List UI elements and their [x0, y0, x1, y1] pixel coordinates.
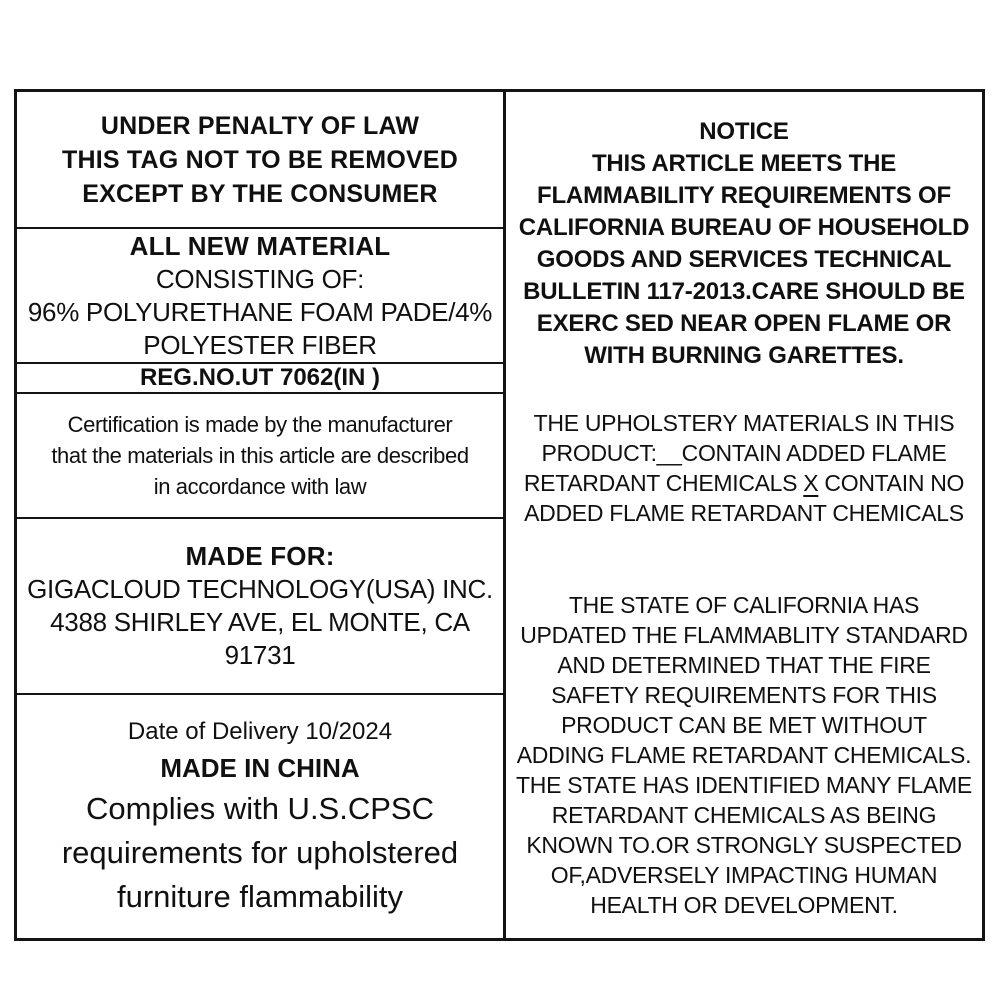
flame-line: PRODUCT:__CONTAIN ADDED FLAME	[541, 440, 947, 466]
made-for-line: 91731	[224, 640, 296, 670]
flame-retardant-statement	[524, 408, 964, 528]
flame-line: THE UPHOLSTERY MATERIALS IN THIS	[533, 410, 955, 436]
notice-line: BULLETIN 117-2013.CARE SHOULD BE	[523, 278, 965, 305]
state-line: THE STATE OF CALIFORNIA HAS	[568, 592, 920, 618]
state-line: PRODUCT CAN BE MET WITHOUT	[561, 712, 927, 738]
cpsc-line: Complies with U.S.CPSC	[86, 791, 434, 826]
material-section	[17, 229, 503, 364]
state-line: OF,ADVERSELY IMPACTING HUMAN	[550, 862, 938, 888]
notice-line: THIS ARTICLE MEETS THE	[591, 150, 897, 177]
state-line: THE STATE HAS IDENTIFIED MANY FLAME	[516, 772, 972, 798]
material-heading: ALL NEW MATERIAL	[129, 230, 391, 261]
california-statement	[516, 590, 972, 920]
cpsc-line: requirements for upholstered	[61, 835, 459, 870]
penalty-section	[17, 92, 503, 229]
state-line: HEALTH OR DEVELOPMENT.	[590, 892, 898, 918]
made-for-section	[17, 519, 503, 695]
left-column	[17, 92, 506, 938]
reg-number: REG.NO.UT 7062(IN )	[139, 364, 381, 391]
notice-line: CALIFORNIA BUREAU OF HOUSEHOLD	[518, 214, 970, 241]
flame-line-post: CONTAIN NO	[818, 470, 965, 496]
certification-line: that the materials in this article are described	[51, 443, 469, 468]
made-in-country: MADE IN CHINA	[160, 753, 360, 783]
made-for-line: 4388 SHIRLEY AVE, EL MONTE, CA	[50, 607, 470, 637]
reg-number-section	[17, 364, 503, 394]
flame-line	[524, 468, 964, 498]
certification-section	[17, 394, 503, 519]
certification-line: in accordance with law	[153, 474, 367, 499]
notice-line: EXERC SED NEAR OPEN FLAME OR	[536, 310, 952, 337]
origin-section	[17, 695, 503, 938]
notice-line: WITH BURNING GARETTES.	[584, 342, 904, 369]
notice-line: FLAMMABILITY REQUIREMENTS OF	[537, 182, 951, 209]
material-line: POLYESTER FIBER	[143, 329, 377, 360]
state-line: SAFETY REQUIREMENTS FOR THIS	[551, 682, 937, 708]
material-line: 96% POLYURETHANE FOAM PADE/4%	[27, 296, 493, 327]
made-for-line: GIGACLOUD TECHNOLOGY(USA) INC.	[27, 574, 493, 604]
state-line: KNOWN TO.OR STRONGLY SUSPECTED	[526, 832, 962, 858]
penalty-line: EXCEPT BY THE CONSUMER	[82, 179, 438, 208]
certification-line: Certification is made by the manufacturer	[67, 412, 453, 437]
state-line: UPDATED THE FLAMMABLITY STANDARD	[520, 622, 968, 648]
delivery-date: Date of Delivery 10/2024	[127, 718, 393, 745]
notice-line: GOODS AND SERVICES TECHNICAL	[536, 246, 952, 273]
flame-line-pre: RETARDANT CHEMICALS	[523, 470, 804, 496]
notice-section	[519, 116, 969, 372]
state-line: AND DETERMINED THAT THE FIRE	[557, 652, 931, 678]
law-label-panel	[14, 89, 985, 941]
penalty-line: THIS TAG NOT TO BE REMOVED	[62, 145, 458, 174]
state-line: RETARDANT CHEMICALS AS BEING	[551, 802, 937, 828]
made-for-heading: MADE FOR:	[185, 541, 335, 571]
checked-x-mark: X	[803, 470, 819, 496]
penalty-line: UNDER PENALTY OF LAW	[100, 111, 420, 140]
right-column	[506, 92, 982, 938]
flame-line: ADDED FLAME RETARDANT CHEMICALS	[524, 500, 964, 526]
notice-title: NOTICE	[699, 118, 789, 145]
cpsc-line: furniture flammability	[117, 879, 403, 914]
material-line: CONSISTING OF:	[155, 263, 365, 294]
state-line: ADDING FLAME RETARDANT CHEMICALS.	[516, 742, 972, 768]
